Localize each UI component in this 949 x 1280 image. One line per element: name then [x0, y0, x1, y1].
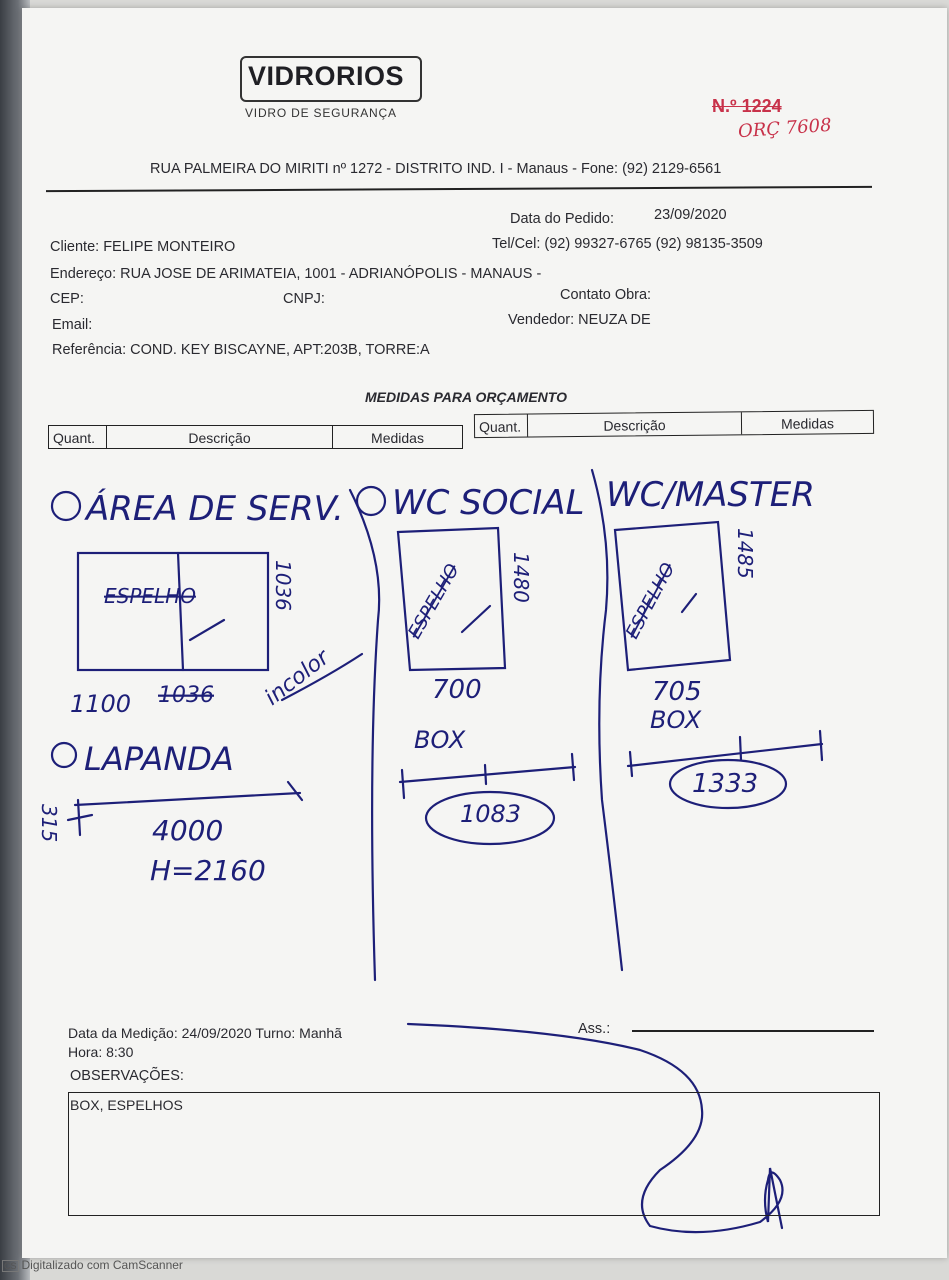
header-descricao: Descrição — [528, 412, 742, 436]
mirror-label: ESPELHO — [104, 584, 196, 608]
reference-field: Referência: COND. KEY BISCAYNE, APT:203B, TORRE:A — [52, 342, 430, 358]
seller-field: Vendedor: NEUZA DE — [508, 312, 651, 328]
mirror-height: 1485 — [733, 528, 757, 579]
box-length: 1333 — [692, 769, 759, 799]
section-title: MEDIDAS PARA ORÇAMENTO — [365, 389, 567, 405]
glass-type-note: incolor — [260, 645, 335, 711]
header-medidas: Medidas — [780, 415, 835, 432]
mirror-width: 705 — [652, 677, 702, 707]
box-label: BOX — [414, 726, 466, 754]
company-name: VIDRORIOS — [248, 61, 405, 91]
mirror-width: 700 — [432, 675, 482, 705]
company-tagline: VIDRO DE SEGURANÇA — [245, 106, 397, 120]
email-field: Email: — [52, 317, 93, 333]
contact-field: Contato Obra: — [560, 287, 652, 303]
signature-label: Ass.: — [578, 1021, 611, 1037]
area-title: WC SOCIAL — [392, 483, 585, 523]
budget-number: ORÇ 7608 — [737, 114, 833, 143]
measurement-time: Hora: 8:30 — [68, 1044, 134, 1060]
company-address: RUA PALMEIRA DO MIRITI nº 1272 - DISTRITO IND. I - Manaus - Fone: (92) 2129-6561 — [150, 161, 722, 177]
mirror-label: ESPELHO — [404, 560, 464, 643]
column-divider-line — [350, 490, 379, 980]
header-descricao: Descrição — [107, 426, 333, 448]
header-quant: Quant. — [475, 415, 528, 438]
client-phone: Tel/Cel: (92) 99327-6765 (92) 98135-3509 — [492, 236, 763, 252]
height-measure: H=2160 — [150, 854, 266, 887]
box-label: BOX — [650, 706, 702, 734]
mirror-label: ESPELHO — [621, 559, 680, 643]
cep-field: CEP: — [50, 291, 84, 307]
length-measure: 4000 — [152, 814, 224, 847]
mirror-width: 1100 — [70, 690, 132, 718]
order-date-label: Data do Pedido: — [510, 211, 614, 227]
client-name: Cliente: FELIPE MONTEIRO — [50, 239, 236, 255]
mirror-sketch — [615, 522, 730, 670]
cnpj-field: CNPJ: — [283, 291, 325, 307]
measure-line — [75, 793, 300, 805]
mirror-sketch — [78, 553, 268, 670]
camscanner-icon: CS — [4, 1261, 17, 1271]
mirror-height: 1480 — [509, 552, 533, 603]
measure-line — [400, 767, 575, 782]
scanner-watermark — [2, 1258, 183, 1272]
mirror-height: 1036 — [271, 560, 295, 611]
box-length: 1083 — [460, 800, 522, 828]
side-measure: 315 — [37, 804, 61, 843]
header-medidas: Medidas — [371, 430, 424, 446]
footer-text: Digitalizado com CamScanner — [21, 1258, 183, 1272]
mirror-split-line — [178, 553, 183, 670]
observations-box — [68, 1092, 880, 1216]
document-number: N.º 1224 — [712, 96, 782, 116]
measurement-date: Data da Medição: 24/09/2020 Turno: Manhã — [68, 1025, 342, 1041]
mirror-sketch — [398, 528, 505, 670]
column-divider-line — [592, 470, 622, 970]
client-address: Endereço: RUA JOSE DE ARIMATEIA, 1001 - ADRIANÓPOLIS - MANAUS - — [50, 266, 542, 282]
area-title: WC/MASTER — [606, 475, 815, 515]
signature-line — [632, 1030, 874, 1032]
struck-measure: 1036 — [158, 683, 214, 708]
area-title: LAPANDA — [84, 740, 234, 778]
observations-label: OBSERVAÇÕES: — [70, 1068, 184, 1084]
area-title: ÁREA DE SERV. — [86, 489, 344, 529]
measure-line — [628, 744, 822, 766]
order-date: 23/09/2020 — [654, 207, 727, 223]
header-quant: Quant. — [49, 426, 107, 448]
observations-text: BOX, ESPELHOS — [70, 1097, 183, 1113]
